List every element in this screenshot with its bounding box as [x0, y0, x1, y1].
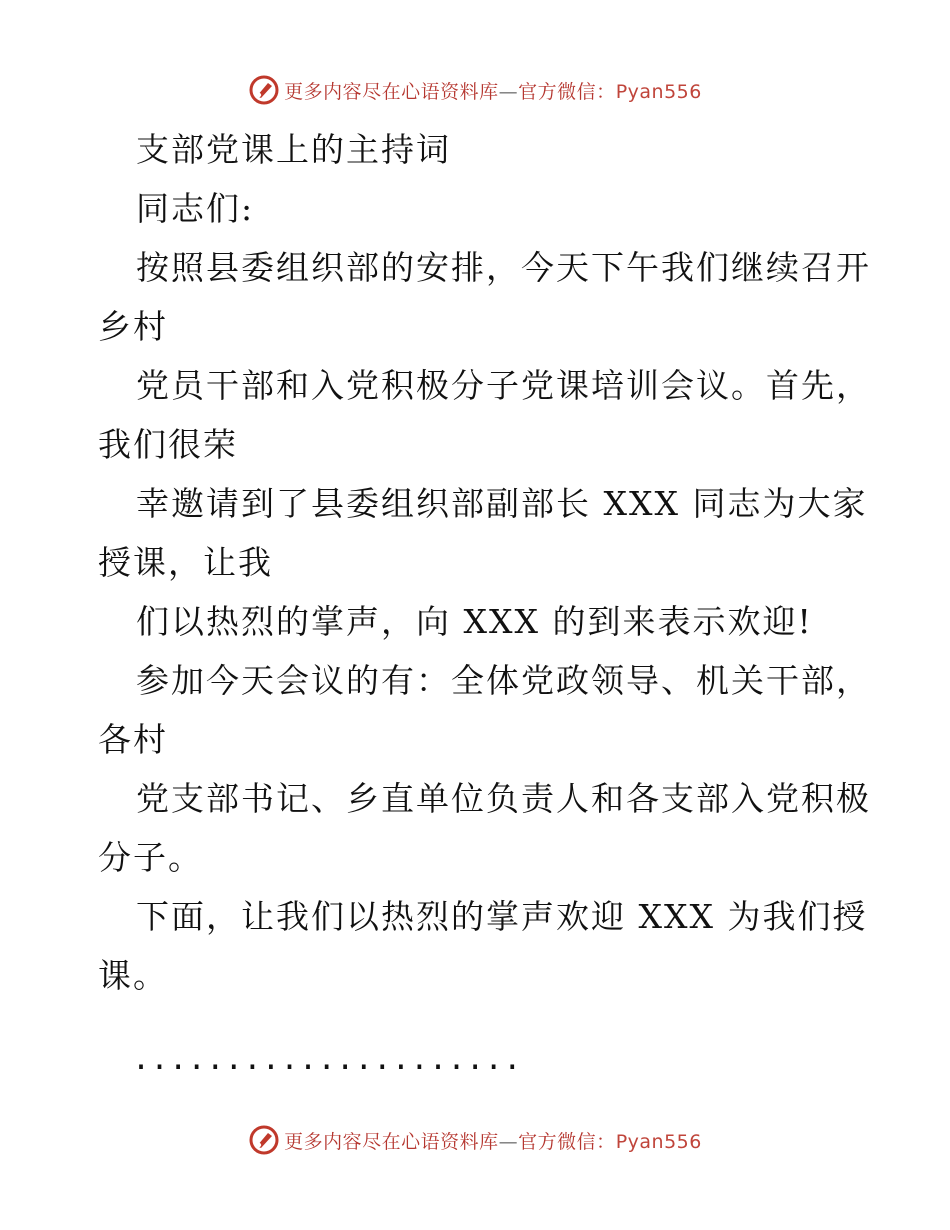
paragraph-line: 按照县委组织部的安排，今天下午我们继续召开 — [136, 248, 871, 287]
paragraph-line: 党支部书记、乡直单位负责人和各支部入党积极 — [136, 779, 871, 818]
paragraph-line: 党员干部和入党积极分子党课培训会议。首先， — [136, 366, 871, 405]
paragraph-line: 分子。 — [98, 838, 203, 877]
paragraph-line: 下面，让我们以热烈的掌声欢迎 XXX 为我们授 — [136, 897, 868, 936]
paragraph-line: 乡村 — [98, 307, 168, 346]
banner-text: 更多内容尽在心语资料库—官方微信：Pyan556 — [284, 1130, 702, 1153]
document-body — [98, 120, 871, 1085]
quill-logo-icon — [248, 1124, 280, 1156]
footer-banner — [0, 1120, 950, 1160]
quill-logo-icon — [248, 74, 280, 106]
ellipsis-separator: ..................... — [132, 1042, 522, 1077]
paragraph-line: 同志们: — [136, 189, 255, 228]
paragraph-line: 各村 — [98, 720, 168, 759]
paragraph-line: 幸邀请到了县委组织部副部长 XXX 同志为大家 — [136, 484, 868, 523]
document-title: 支部党课上的主持词 — [136, 130, 451, 169]
paragraph-line: 们以热烈的掌声，向 XXX 的到来表示欢迎! — [136, 602, 813, 641]
banner-text: 更多内容尽在心语资料库—官方微信：Pyan556 — [284, 80, 702, 103]
paragraph-line: 授课，让我 — [98, 543, 273, 582]
paragraph-line: 我们很荣 — [98, 425, 238, 464]
header-banner — [0, 70, 950, 110]
paragraph-line: 参加今天会议的有：全体党政领导、机关干部， — [136, 661, 871, 700]
paragraph-line: 课。 — [98, 956, 168, 995]
